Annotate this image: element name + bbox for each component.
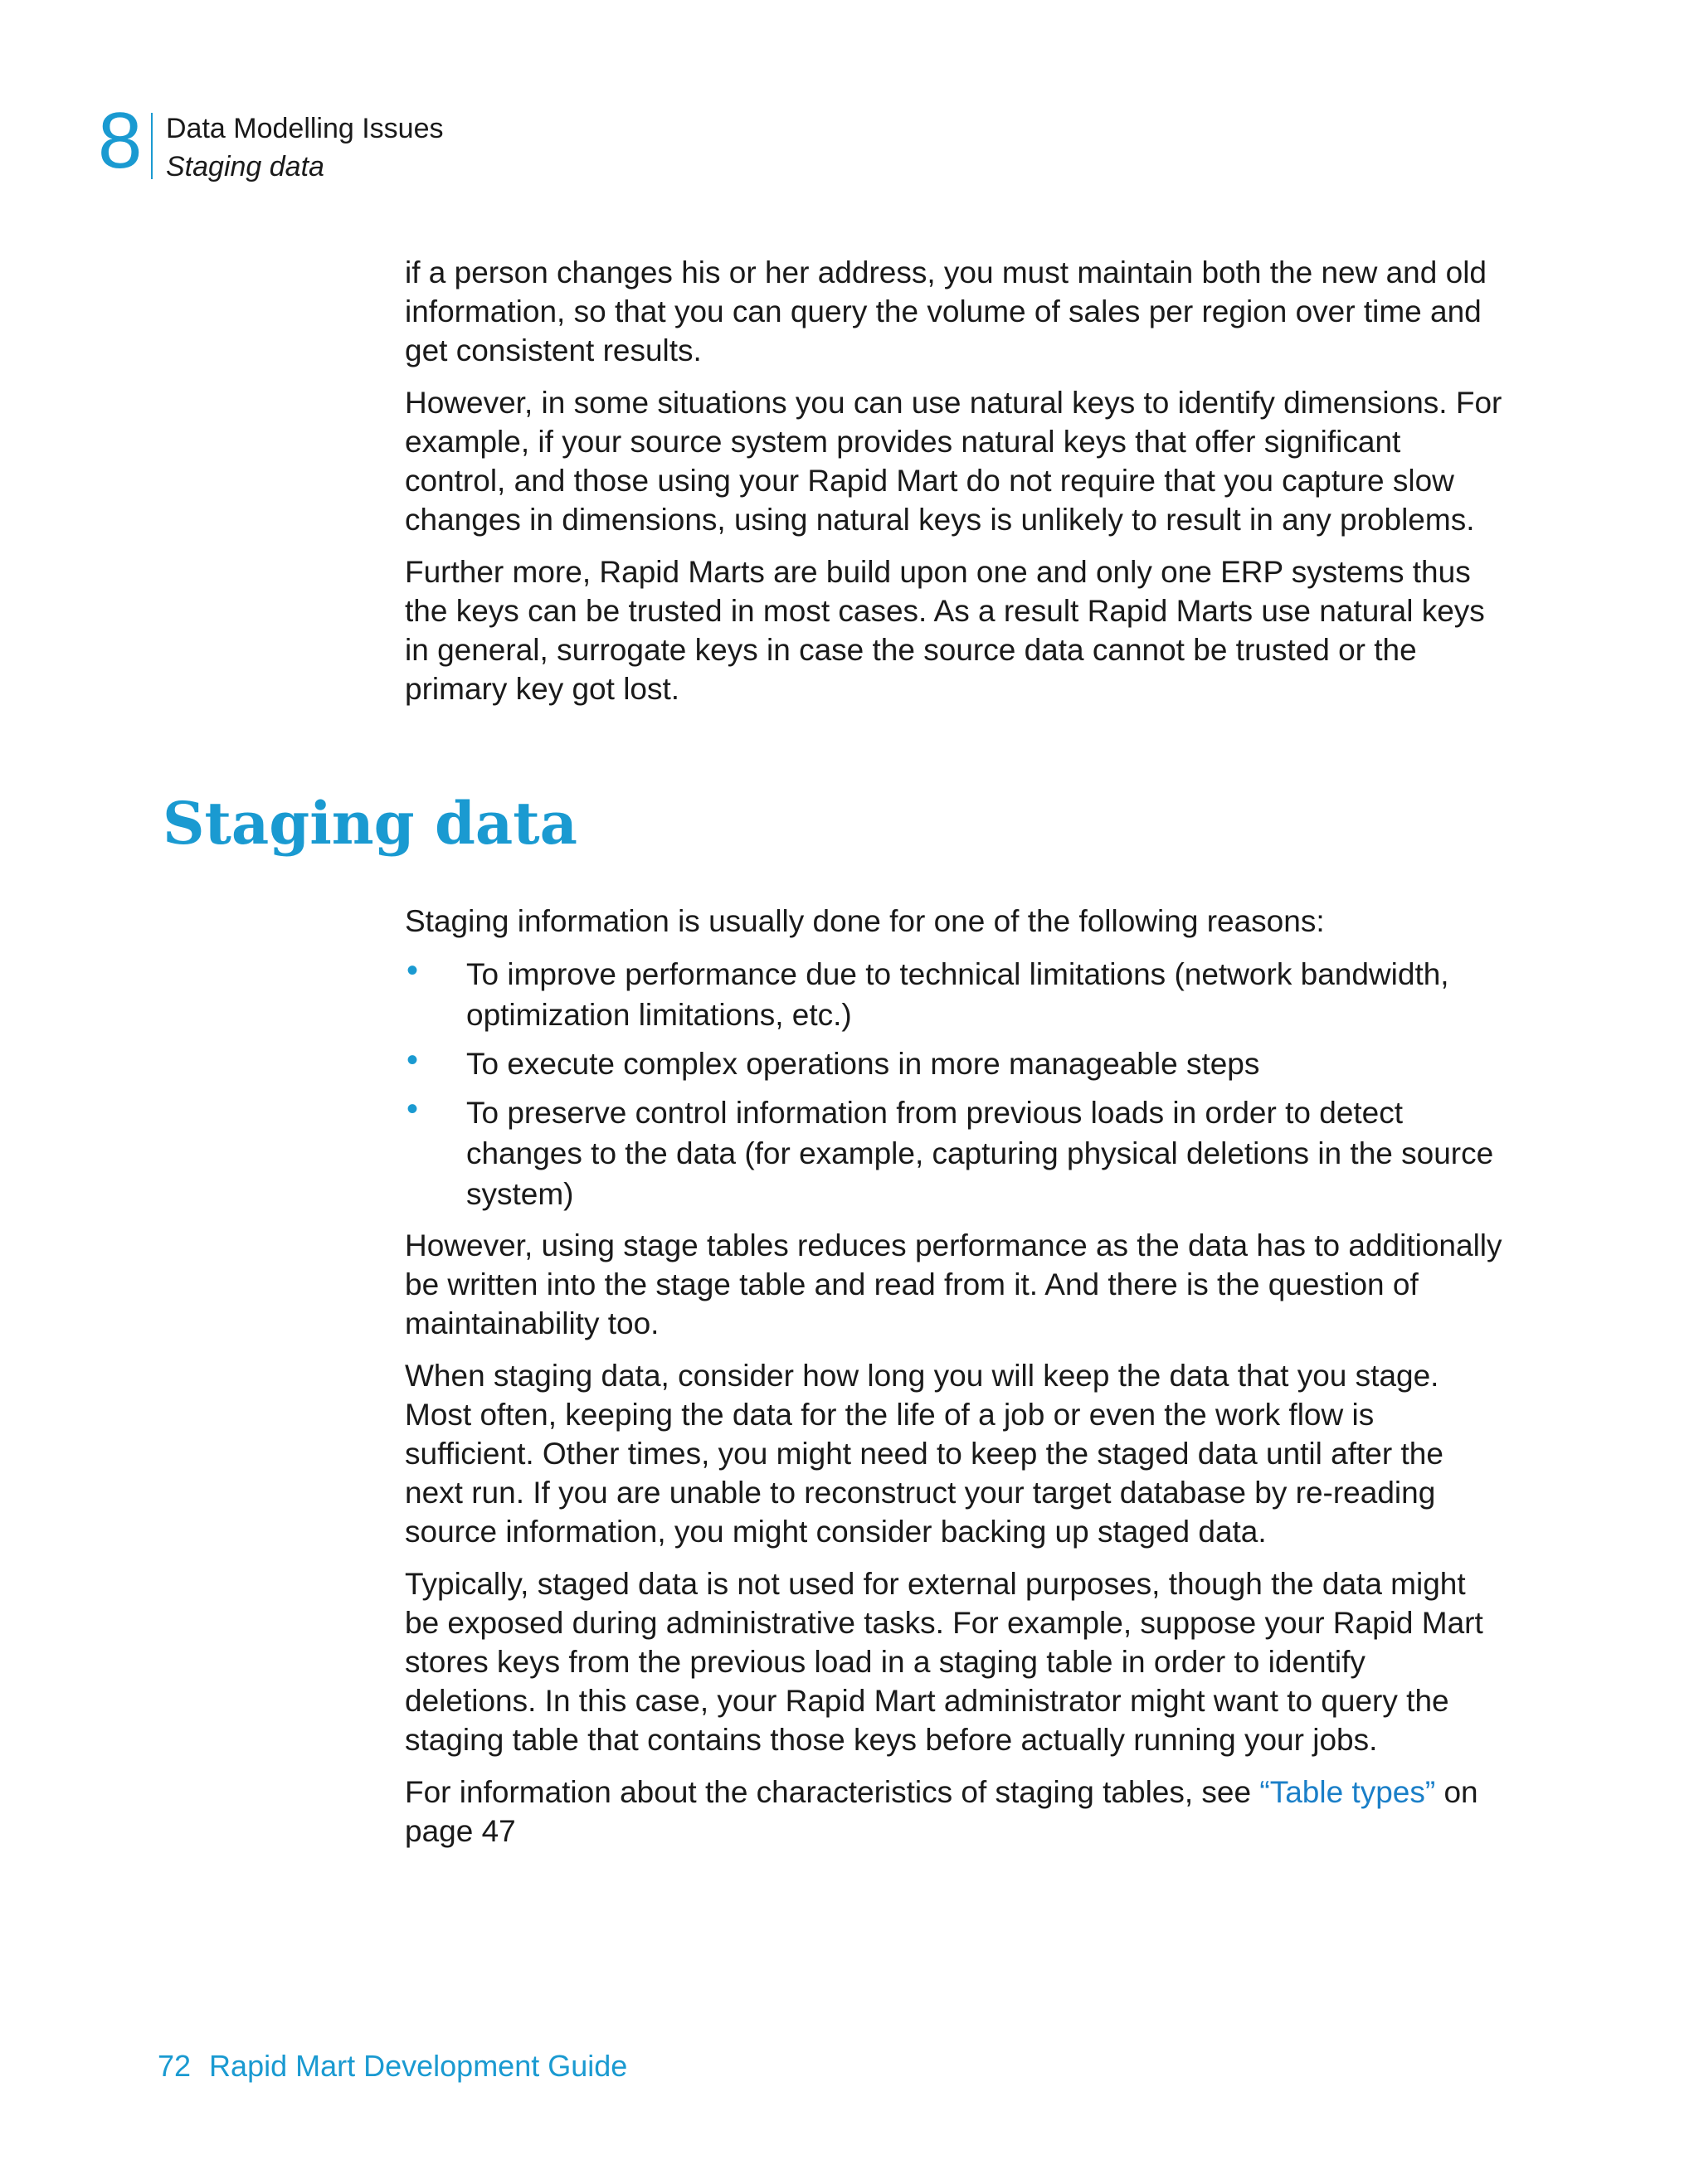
section-paragraph: When staging data, consider how long you will keep the data that you stage. Most often, keeping the data for the life of a job or even the work flow is sufficient. Other times, you might need to keep the staged data until after the next run. If you are unable to reconstruct your target database by re-reading source information, you might consider backing up staged data. — [405, 1359, 1443, 1549]
bullet-icon: • — [406, 1042, 419, 1078]
list-item-text: To preserve control information from previous loads in order to detect changes to the data (for example, capturing physical deletions in the source system) — [466, 1096, 1494, 1211]
intro-text-block — [405, 253, 1504, 722]
section-text-block — [405, 902, 1504, 1864]
section-paragraph: Typically, staged data is not used for external purposes, though the data might be exposed during administrative tasks. For example, suppose your Rapid Mart stores keys from the previous load in a staging table in order to identify deletions. In this case, your Rapid Mart administrator might want to query the staging table that contains those keys before actually running your jobs. — [405, 1567, 1483, 1757]
section-paragraph: However, using stage tables reduces performance as the data has to additionally be written into the stage table and read from it. And there is the question of maintainability too. — [405, 1228, 1502, 1340]
table-types-link[interactable]: “Table types” — [1259, 1775, 1436, 1809]
bullet-icon: • — [406, 1091, 419, 1127]
section-heading: Staging data — [163, 789, 577, 858]
page-number: 72 — [158, 2049, 192, 2083]
list-item — [405, 954, 1504, 1035]
list-item-text: To execute complex operations in more manageable steps — [466, 1047, 1260, 1081]
intro-paragraph: if a person changes his or her address, you must maintain both the new and old information, so that you can query the volume of sales per region over time and get consistent results. — [405, 255, 1487, 367]
intro-paragraph: However, in some situations you can use natural keys to identify dimensions. For example, if your source system provides natural keys that offer significant control, and those using your Rapid Mart do not require that you capture slow changes in dimensions, using natural keys is unlikely to result in any problems. — [405, 386, 1502, 537]
header-text — [166, 109, 444, 186]
bullet-icon: • — [406, 952, 419, 989]
reasons-list — [405, 954, 1504, 1214]
header-chapter-title: Data Modelling Issues — [166, 113, 444, 144]
list-item — [405, 1092, 1504, 1214]
intro-paragraph: Further more, Rapid Marts are build upon one and only one ERP systems thus the keys can be trusted in most cases. As a result Rapid Marts use natural keys in general, surrogate keys in case the source data cannot be trusted or the primary key got lost. — [405, 555, 1485, 706]
header-section-title: Staging data — [166, 151, 324, 182]
closing-paragraph — [405, 1773, 1504, 1851]
closing-page-ref: on page 47 — [405, 1775, 1478, 1848]
section-lead: Staging information is usually done for one of the following reasons: — [405, 904, 1325, 938]
book-title: Rapid Mart Development Guide — [209, 2049, 628, 2083]
header-divider — [151, 113, 153, 179]
page-footer — [158, 2047, 627, 2085]
chapter-number: 8 — [98, 96, 143, 185]
closing-text: For information about the characteristics of staging tables, see — [405, 1775, 1260, 1809]
list-item-text: To improve performance due to technical limitations (network bandwidth, optimization limitations, etc.) — [466, 957, 1449, 1032]
list-item — [405, 1043, 1504, 1084]
